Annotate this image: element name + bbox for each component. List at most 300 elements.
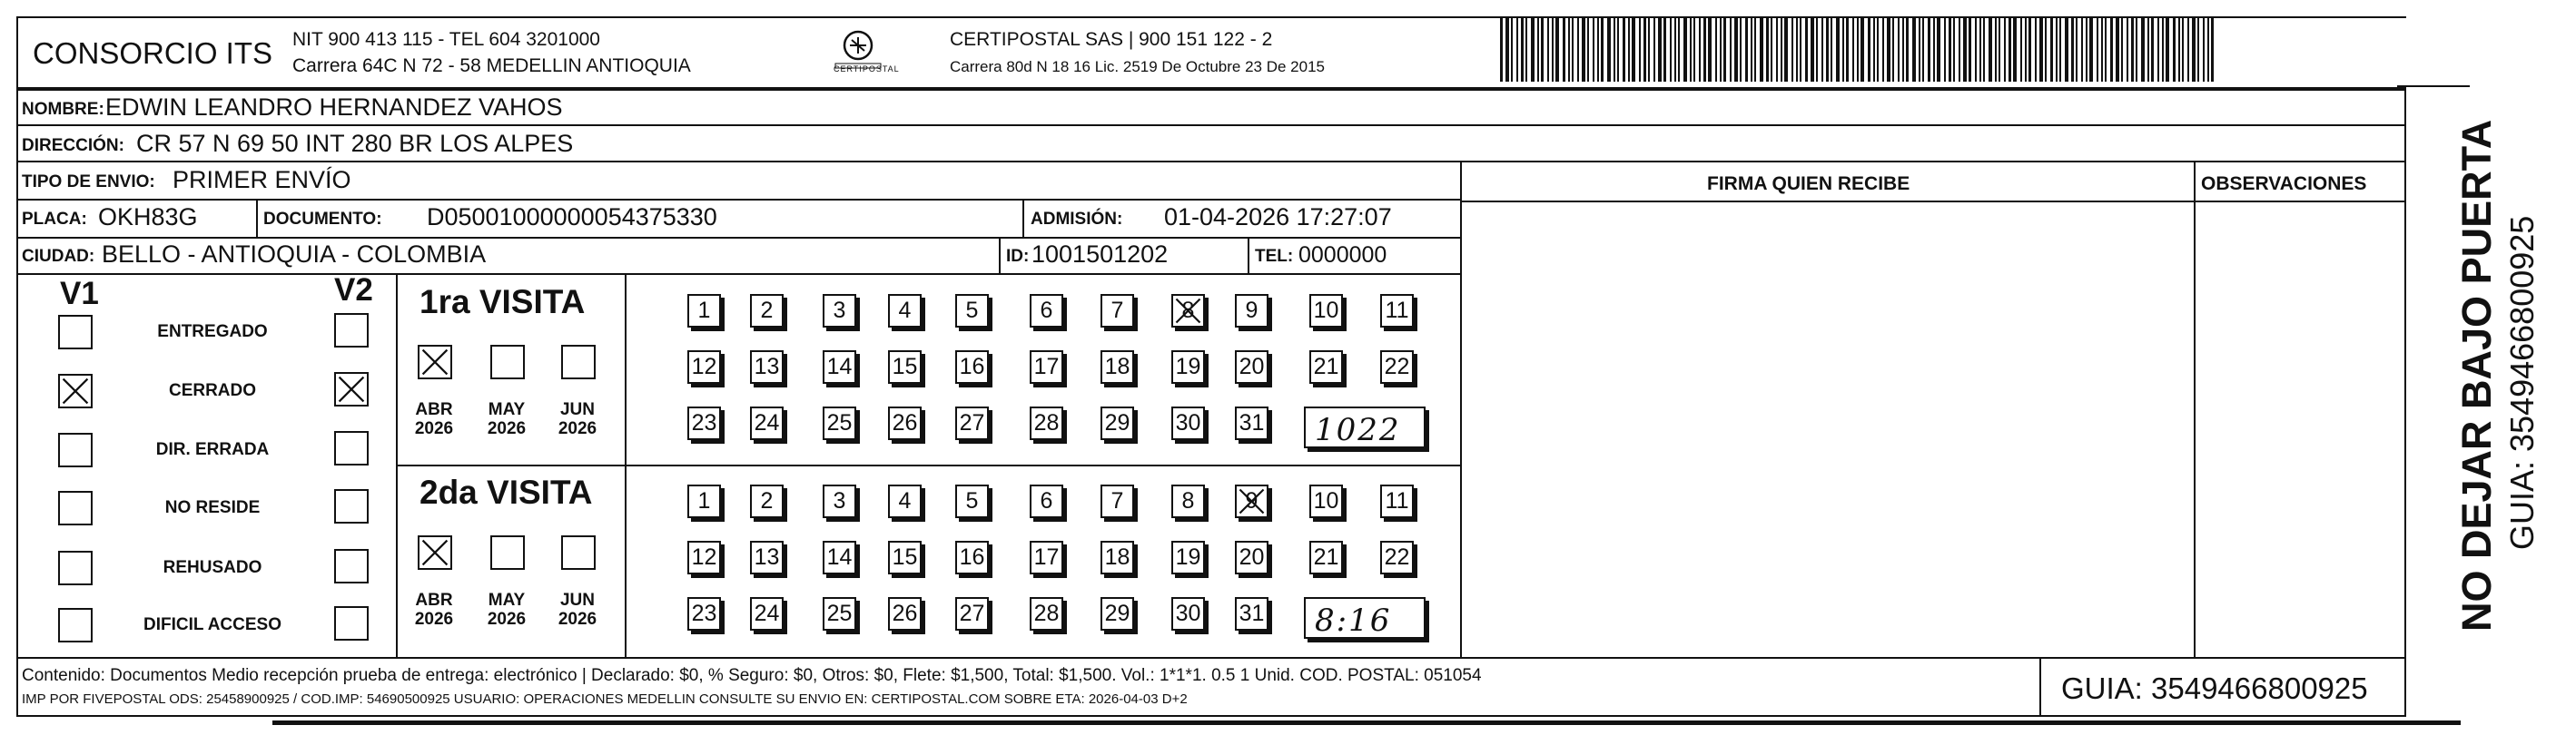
day-checkbox[interactable]: [1171, 597, 1205, 631]
day-number: 24: [754, 410, 780, 436]
day-checkbox[interactable]: [888, 597, 922, 631]
day-number: 1: [697, 488, 711, 514]
day-number: 9: [1245, 488, 1258, 514]
day-checkbox[interactable]: [1030, 350, 1063, 384]
day-number: 28: [1033, 601, 1060, 626]
month-year: 2026: [487, 609, 527, 629]
day-number: 16: [959, 544, 985, 570]
day-checkbox[interactable]: [1235, 541, 1268, 574]
barcode-bar: [1979, 18, 1981, 82]
documento-value: D05001000000054375330: [427, 203, 717, 230]
barcode-bar: [2059, 18, 2061, 82]
barcode-bar: [1643, 18, 1646, 82]
barcode-bar: [1892, 18, 1894, 82]
barcode-bar: [2116, 18, 2119, 82]
barcode-bar: [1740, 18, 1742, 82]
ciudad-label: CIUDAD:: [22, 247, 95, 266]
barcode-bar: [1703, 18, 1706, 82]
tel-label: TEL:: [1255, 247, 1294, 266]
day-checkbox[interactable]: [750, 294, 784, 328]
barcode-bar: [1690, 18, 1692, 82]
status-v1-checkbox[interactable]: [58, 374, 93, 408]
barcode-bar: [1670, 18, 1672, 82]
row-divider-2: [16, 161, 2406, 162]
barcode-bar: [1912, 18, 1916, 82]
status-v2-checkbox[interactable]: [334, 489, 369, 524]
day-checkbox[interactable]: [823, 485, 856, 518]
day-checkbox[interactable]: [888, 350, 922, 384]
status-label: CERRADO: [168, 381, 257, 400]
day-number: 29: [1104, 601, 1130, 626]
hour-field[interactable]: [1304, 597, 1426, 639]
barcode-bar: [1857, 18, 1859, 82]
barcode-bar: [1937, 18, 1940, 82]
cross-mark-icon: [419, 537, 450, 568]
month-name: MAY: [488, 591, 526, 610]
barcode-bar: [1754, 18, 1756, 82]
day-checkbox[interactable]: [1030, 541, 1063, 574]
barcode-bar: [1601, 18, 1604, 82]
day-number: 14: [826, 544, 853, 570]
day-number: 14: [826, 354, 853, 379]
tipo-label: TIPO DE ENVIO:: [22, 172, 155, 191]
day-number: 25: [826, 601, 853, 626]
day-checkbox[interactable]: [687, 485, 721, 518]
frame-right: [2404, 87, 2406, 717]
barcode-bar: [1983, 18, 1985, 82]
barcode-bar: [1953, 18, 1955, 82]
ciudad-value: BELLO - ANTIOQUIA - COLOMBIA: [102, 240, 487, 268]
barcode-bar: [2203, 18, 2205, 82]
barcode-bar: [1852, 18, 1854, 82]
visit2-title: 2da VISITA: [419, 474, 593, 511]
day-number: 27: [959, 410, 985, 436]
day-checkbox[interactable]: [750, 541, 784, 574]
day-checkbox[interactable]: [888, 485, 922, 518]
month-year: 2026: [558, 418, 597, 438]
tipo-value: PRIMER ENVÍO: [173, 166, 351, 193]
logo-text: CERTIPOSTAL: [834, 64, 900, 74]
day-checkbox[interactable]: [1309, 541, 1343, 574]
month-label: [550, 592, 605, 630]
month-label: [550, 401, 605, 439]
hour-field[interactable]: [1304, 407, 1426, 448]
barcode-bar: [1922, 18, 1924, 82]
barcode-bar: [1614, 18, 1615, 82]
day-checkbox[interactable]: [823, 407, 856, 440]
day-checkbox[interactable]: [1309, 294, 1343, 328]
day-checkbox[interactable]: [1030, 597, 1063, 631]
barcode-bar: [2050, 18, 2053, 82]
day-checkbox[interactable]: [1100, 597, 1134, 631]
day-checkbox[interactable]: [1380, 485, 1414, 518]
footer-guia: GUIA: 3549466800925: [2061, 671, 2368, 705]
month-name: JUN: [559, 400, 595, 419]
visit1-title: 1ra VISITA: [419, 283, 586, 320]
barcode-bar: [1906, 18, 1909, 82]
status-v2-checkbox[interactable]: [334, 313, 369, 348]
barcode-bar: [1842, 18, 1844, 82]
barcode-bar: [1995, 18, 1997, 82]
barcode-bar: [1639, 18, 1641, 82]
barcode-bar: [1547, 18, 1549, 82]
barcode-bar: [1617, 18, 1619, 82]
cross-mark-icon: [419, 347, 450, 377]
day-checkbox[interactable]: [823, 597, 856, 631]
barcode-bar: [1537, 18, 1539, 82]
tel-value: 0000000: [1298, 242, 1387, 268]
day-checkbox[interactable]: [1171, 294, 1205, 328]
barcode-bar: [1860, 18, 1864, 82]
day-number: 23: [691, 601, 717, 626]
month-year: 2026: [414, 609, 454, 629]
firma-left-border: [1460, 161, 1462, 657]
day-checkbox[interactable]: [1100, 485, 1134, 518]
month-checkbox[interactable]: [490, 535, 525, 570]
day-checkbox[interactable]: [1380, 294, 1414, 328]
month-name: ABR: [415, 400, 453, 419]
row-divider-3: [16, 199, 1460, 201]
cross-mark-icon: [1237, 486, 1267, 516]
barcode-bar: [1653, 18, 1655, 82]
barcode-bar: [1516, 18, 1518, 82]
barcode-bar: [1969, 18, 1971, 82]
day-checkbox[interactable]: [750, 597, 784, 631]
day-checkbox[interactable]: [888, 407, 922, 440]
barcode-bar: [2097, 18, 2098, 82]
barcode-bar: [2089, 18, 2093, 82]
month-year: 2026: [558, 609, 597, 629]
company-name: CONSORCIO ITS: [33, 36, 273, 70]
barcode-bar: [2131, 18, 2134, 82]
day-number: 12: [691, 354, 717, 379]
day-checkbox[interactable]: [1235, 350, 1268, 384]
day-number: 2: [760, 488, 774, 514]
barcode-bar: [1836, 18, 1840, 82]
side-warning: NO DEJAR BAJO PUERTA: [2453, 119, 2500, 632]
barcode-bar: [2081, 18, 2083, 82]
barcode-bar: [2173, 18, 2176, 82]
day-checkbox[interactable]: [823, 541, 856, 574]
barcode-bar: [1525, 18, 1527, 82]
day-number: 12: [691, 544, 717, 570]
barcode-bar: [1745, 18, 1748, 82]
month-checkbox[interactable]: [490, 345, 525, 379]
day-number: 13: [754, 354, 780, 379]
barcode-bar: [1933, 18, 1935, 82]
day-checkbox[interactable]: [1100, 294, 1134, 328]
day-number: 13: [754, 544, 780, 570]
day-checkbox[interactable]: [1030, 294, 1063, 328]
barcode-bar: [1877, 18, 1879, 82]
barcode-bar: [1699, 18, 1701, 82]
barcode-bar: [1771, 18, 1772, 82]
barcode-bar: [1582, 18, 1585, 82]
month-checkbox[interactable]: [418, 535, 452, 570]
day-checkbox[interactable]: [955, 541, 989, 574]
day-number: 30: [1175, 601, 1201, 626]
day-checkbox[interactable]: [1030, 485, 1063, 518]
barcode-bar: [2035, 18, 2037, 82]
day-checkbox[interactable]: [823, 350, 856, 384]
barcode-bar: [1734, 18, 1738, 82]
placa-label: PLACA:: [22, 210, 87, 229]
barcode-bar: [2147, 18, 2149, 82]
day-number: 3: [833, 298, 846, 323]
tel-divider: [1248, 237, 1249, 273]
day-number: 7: [1110, 298, 1124, 323]
footer-divider: [16, 657, 2406, 659]
company-nit: NIT 900 413 115 - TEL 604 3201000: [292, 29, 600, 50]
barcode-bar: [1776, 18, 1778, 82]
carrier-address: Carrera 80d N 18 16 Lic. 2519 De Octubre 23 De 2015: [950, 58, 1325, 75]
day-checkbox[interactable]: [687, 350, 721, 384]
month-name: MAY: [488, 400, 526, 419]
day-checkbox[interactable]: [955, 485, 989, 518]
barcode-bar: [2151, 18, 2154, 82]
barcode-bar: [1760, 18, 1763, 82]
day-checkbox[interactable]: [888, 294, 922, 328]
barcode-bar: [2101, 18, 2103, 82]
frame-bottom: [16, 715, 2406, 717]
day-number: 18: [1104, 544, 1130, 570]
day-number: 28: [1033, 410, 1060, 436]
row-divider-5: [16, 273, 1460, 275]
month-checkbox[interactable]: [418, 345, 452, 379]
day-number: 31: [1239, 601, 1265, 626]
month-label: [407, 592, 461, 630]
day-number: 2: [760, 298, 774, 323]
barcode-bar: [1628, 18, 1630, 82]
barcode-bar: [1751, 18, 1752, 82]
barcode-bar: [1944, 18, 1946, 82]
cross-mark-icon: [336, 374, 367, 405]
status-v1-checkbox[interactable]: [58, 551, 93, 585]
day-number: 10: [1313, 488, 1339, 514]
barcode: [1500, 18, 2226, 87]
barcode-bar: [1898, 18, 1900, 82]
status-v1-checkbox[interactable]: [58, 608, 93, 642]
day-checkbox[interactable]: [687, 541, 721, 574]
day-checkbox[interactable]: [1380, 350, 1414, 384]
day-number: 27: [959, 601, 985, 626]
month-checkbox[interactable]: [561, 345, 596, 379]
barcode-bar: [1720, 18, 1722, 82]
side-guia: GUIA: 3549466800925: [2503, 215, 2541, 550]
day-number: 7: [1110, 488, 1124, 514]
id-value: 1001501202: [1031, 240, 1169, 268]
status-v1-checkbox[interactable]: [58, 433, 93, 467]
barcode-bar: [1800, 18, 1801, 82]
barcode-bar: [1766, 18, 1769, 82]
day-checkbox[interactable]: [955, 350, 989, 384]
day-checkbox[interactable]: [1171, 541, 1205, 574]
day-checkbox[interactable]: [955, 294, 989, 328]
hour-handwritten: 8:16: [1315, 603, 1392, 639]
day-checkbox[interactable]: [1100, 541, 1134, 574]
documento-label: DOCUMENTO:: [263, 210, 382, 229]
day-checkbox[interactable]: [750, 350, 784, 384]
month-name: ABR: [415, 591, 453, 610]
barcode-bar: [1708, 18, 1712, 82]
direccion-label: DIRECCIÓN:: [22, 136, 124, 155]
v2-label: V2: [334, 272, 373, 308]
barcode-bar: [1882, 18, 1884, 82]
day-checkbox[interactable]: [687, 407, 721, 440]
barcode-bar: [2071, 18, 2074, 82]
barcode-bar: [2056, 18, 2058, 82]
day-number: 31: [1239, 410, 1265, 436]
status-v2-checkbox[interactable]: [334, 372, 369, 407]
month-label: [479, 401, 534, 439]
frame-left: [16, 16, 18, 717]
status-v2-checkbox[interactable]: [334, 549, 369, 583]
barcode-bar: [1593, 18, 1594, 82]
barcode-bar: [1723, 18, 1726, 82]
barcode-bar: [1959, 18, 1960, 82]
barcode-bar: [1563, 18, 1565, 82]
day-checkbox[interactable]: [1380, 541, 1414, 574]
barcode-bar: [1963, 18, 1967, 82]
cross-mark-icon: [1173, 296, 1203, 326]
visit-months-border: [625, 273, 627, 657]
barcode-bar: [2162, 18, 2164, 82]
day-number: 20: [1239, 354, 1265, 379]
barcode-bar: [1999, 18, 2000, 82]
day-number: 11: [1385, 298, 1409, 323]
day-checkbox[interactable]: [1235, 407, 1268, 440]
header-divider-2: [16, 89, 2406, 91]
barcode-bar: [1541, 18, 1544, 82]
barcode-bar: [1500, 18, 1503, 82]
day-number: 15: [892, 354, 918, 379]
id-label: ID:: [1006, 247, 1030, 266]
status-v1-checkbox[interactable]: [58, 491, 93, 525]
status-v1-checkbox[interactable]: [58, 315, 93, 349]
barcode-bar: [2013, 18, 2017, 82]
day-number: 11: [1385, 488, 1409, 514]
day-checkbox[interactable]: [750, 485, 784, 518]
barcode-bar: [1607, 18, 1611, 82]
day-number: 22: [1384, 544, 1410, 570]
barcode-bar: [1831, 18, 1832, 82]
day-checkbox[interactable]: [1235, 294, 1268, 328]
day-number: 10: [1313, 298, 1339, 323]
barcode-bar: [2105, 18, 2107, 82]
day-number: 16: [959, 354, 985, 379]
barcode-bar: [2127, 18, 2128, 82]
barcode-bar: [2028, 18, 2031, 82]
barcode-bar: [2178, 18, 2180, 82]
day-checkbox[interactable]: [1171, 350, 1205, 384]
day-number: 21: [1313, 544, 1339, 570]
barcode-bar: [1816, 18, 1818, 82]
day-number: 18: [1104, 354, 1130, 379]
day-checkbox[interactable]: [823, 294, 856, 328]
day-checkbox[interactable]: [1100, 350, 1134, 384]
day-number: 6: [1040, 298, 1053, 323]
barcode-bar: [1648, 18, 1650, 82]
barcode-bar: [1511, 18, 1513, 82]
barcode-bar: [2004, 18, 2006, 82]
day-checkbox[interactable]: [750, 407, 784, 440]
barcode-bar: [1846, 18, 1849, 82]
day-checkbox[interactable]: [687, 597, 721, 631]
day-checkbox[interactable]: [1309, 485, 1343, 518]
day-number: 19: [1175, 354, 1201, 379]
status-v2-checkbox[interactable]: [334, 606, 369, 641]
barcode-bar: [1531, 18, 1535, 82]
day-checkbox[interactable]: [888, 541, 922, 574]
day-checkbox[interactable]: [1171, 407, 1205, 440]
barcode-bar: [1873, 18, 1875, 82]
cross-mark-icon: [60, 376, 91, 407]
barcode-bar: [2076, 18, 2078, 82]
footer-imp: IMP POR FIVEPOSTAL ODS: 25458900925 / COD.IMP: 54690500925 USUARIO: OPERACIONES MEDELLIN CONSULTE SU ENVIO EN: CERTIPOSTAL.COM SOBRE ETA: 2026-04-03 D+2: [22, 691, 1188, 707]
month-label: [407, 401, 461, 439]
day-number: 15: [892, 544, 918, 570]
carrier-name: CERTIPOSTAL SAS | 900 151 122 - 2: [950, 29, 1273, 50]
barcode-bar: [2121, 18, 2123, 82]
company-address: Carrera 64C N 72 - 58 MEDELLIN ANTIOQUIA: [292, 55, 691, 76]
barcode-bar: [1781, 18, 1782, 82]
barcode-bar: [2141, 18, 2145, 82]
barcode-bar: [2157, 18, 2159, 82]
status-label: DIFICIL ACCESO: [143, 615, 281, 634]
footer-contenido: Contenido: Documentos Medio recepción prueba de entrega: electrónico | Declarado: $0, % Seguro: $0, Otros: $0, Flete: $1,500, Total: $1,500. Vol.: 1*1*1. 0.5 1 Unid. COD. POSTAL: 051054: [22, 666, 1482, 685]
visit-divider: [396, 465, 1460, 466]
barcode-bar: [1730, 18, 1732, 82]
day-checkbox[interactable]: [955, 407, 989, 440]
admision-divider: [1022, 199, 1024, 237]
day-number: 4: [898, 488, 912, 514]
status-label: DIR. ERRADA: [155, 440, 270, 459]
day-number: 23: [691, 410, 717, 436]
month-year: 2026: [414, 418, 454, 438]
admision-value: 01-04-2026 17:27:07: [1164, 203, 1392, 230]
day-checkbox[interactable]: [1235, 485, 1268, 518]
barcode-bar: [1791, 18, 1793, 82]
day-checkbox[interactable]: [1100, 407, 1134, 440]
barcode-bar: [1552, 18, 1554, 82]
barcode-bar: [1868, 18, 1870, 82]
day-number: 8: [1181, 488, 1195, 514]
month-label: [479, 592, 534, 630]
day-checkbox[interactable]: [1235, 597, 1268, 631]
barcode-bar: [1715, 18, 1717, 82]
barcode-bar: [1555, 18, 1559, 82]
barcode-bar: [2110, 18, 2113, 82]
day-checkbox[interactable]: [1171, 485, 1205, 518]
barcode-bar: [2008, 18, 2011, 82]
barcode-bar: [2039, 18, 2043, 82]
day-checkbox[interactable]: [1309, 350, 1343, 384]
barcode-bar: [2025, 18, 2027, 82]
barcode-bar: [1821, 18, 1823, 82]
firma-header: FIRMA QUIEN RECIBE: [1707, 173, 1910, 194]
month-checkbox[interactable]: [561, 535, 596, 570]
day-checkbox[interactable]: [687, 294, 721, 328]
day-checkbox[interactable]: [955, 597, 989, 631]
placa-divider: [256, 199, 258, 237]
barcode-bar: [1887, 18, 1890, 82]
day-checkbox[interactable]: [1030, 407, 1063, 440]
barcode-bar: [2187, 18, 2189, 82]
status-v2-checkbox[interactable]: [334, 431, 369, 466]
barcode-bar: [1632, 18, 1635, 82]
month-name: JUN: [559, 591, 595, 610]
day-number: 6: [1040, 488, 1053, 514]
